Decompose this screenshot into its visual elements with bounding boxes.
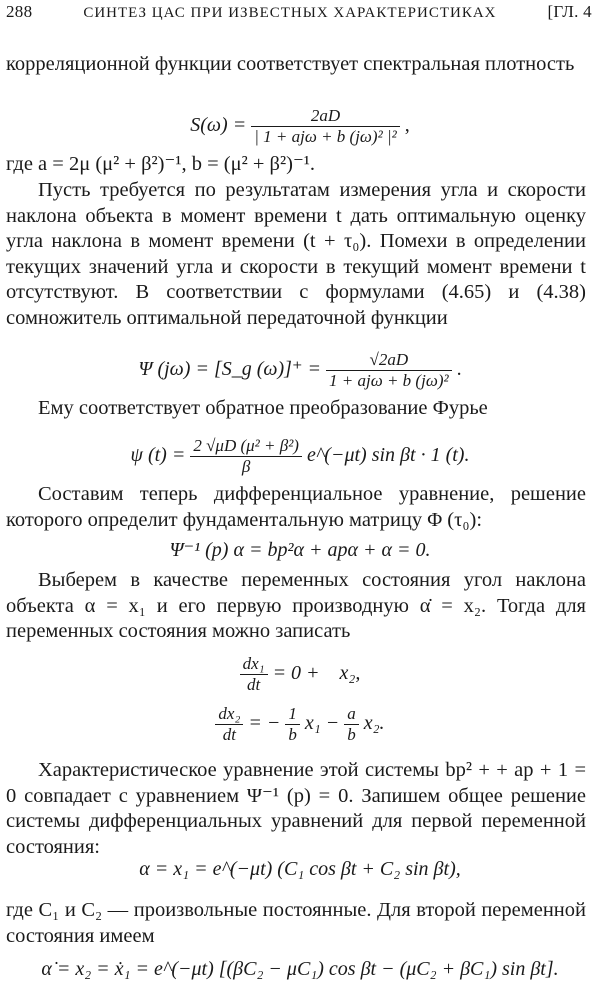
equation-state-2 xyxy=(0,704,600,745)
eq6-x1: x₁ − xyxy=(304,712,340,735)
eq3-denominator: β xyxy=(190,456,302,477)
eq6-x2: x₂. xyxy=(363,712,385,735)
eq6-fraction-b xyxy=(285,704,300,745)
eq2-fraction xyxy=(326,350,452,391)
eq3-lhs: ψ (t) = xyxy=(130,444,186,467)
running-title: СИНТЕЗ ЦАС ПРИ ИЗВЕСТНЫХ ХАРАКТЕРИСТИКАХ xyxy=(83,5,497,21)
eq6-denominator-2: b xyxy=(285,724,300,745)
eq6-denominator-3: b xyxy=(344,724,359,745)
eq2-tail: . xyxy=(456,358,462,381)
eq4-text: Ψ⁻¹ (p) α = bp²α + apα + α = 0. xyxy=(169,539,431,561)
eq5-rhs: = 0 + x₂, xyxy=(272,662,361,685)
page-number: 288 xyxy=(6,2,33,21)
eq6-numerator-3: a xyxy=(347,704,356,723)
paragraph-3: Пусть требуется по результатам измерения угла и скорости наклона объекта в момент времени t дать оптимальную оценку угла наклона в момент времени (t + τ₀). Помехи в определении текущих значений угла и скорости в текущий момент времени t отсутствуют. В соответствии с формулами (4.65) и (4.38) сомножитель оптимальной передаточной функции xyxy=(6,179,586,329)
eq3-fraction xyxy=(190,436,302,477)
chapter-label: [ГЛ. 4 xyxy=(547,2,592,21)
equation-second-state xyxy=(0,956,600,982)
eq1-lhs: S(ω) = xyxy=(190,114,247,137)
equation-state-1 xyxy=(0,654,600,695)
eq6-denominator: dt xyxy=(215,724,243,745)
eq1-denominator: | 1 + ajω + b (jω)² |² xyxy=(251,126,400,147)
eq2-denominator: 1 + ajω + b (jω)² xyxy=(326,370,452,391)
eq2-lhs: Ψ (jω) = [S_g (ω)]⁺ = xyxy=(138,358,322,381)
paragraph-1: корреляционной функции соответствует спектральная плотность xyxy=(6,53,575,75)
paragraph-4: Ему соответствует обратное преобразование Фурье xyxy=(38,397,488,419)
eq5-fraction xyxy=(240,654,268,695)
paragraph-5: Составим теперь дифференциальное уравнение, решение которого определит фундаментальную матрицу Φ (τ₀): xyxy=(6,483,586,531)
eq6-numerator-2: 1 xyxy=(288,704,297,723)
equation-differential xyxy=(0,537,600,563)
eq1-tail: , xyxy=(404,114,410,137)
equation-impulse-response xyxy=(0,436,600,477)
eq5-denominator: dt xyxy=(240,674,268,695)
eq1-fraction xyxy=(251,106,400,147)
paragraph-6: Выберем в качестве переменных состояния угол наклона объекта α = x₁ и его первую производную α̇ = x₂. Тогда для переменных состояния можно записать xyxy=(6,569,586,642)
page-header xyxy=(6,2,592,26)
eq2-numerator: √2aD xyxy=(369,350,409,369)
eq6-mid: = − xyxy=(248,712,281,735)
paragraph-7: Характеристическое уравнение этой системы bp² + + ap + 1 = 0 совпадает с уравнением Ψ⁻¹ (p) = 0. Запишем общее решение системы дифференциальных уравнений для первой переменной состояния: xyxy=(6,759,586,858)
eq3-numerator: 2 √μD (μ² + β²) xyxy=(193,436,299,455)
eq5-numerator: dx₁ xyxy=(242,654,265,673)
eq7-text: α = x₁ = e^(−μt) (C₁ cos βt + C₂ sin βt), xyxy=(139,858,461,880)
equation-transfer-factor xyxy=(0,350,600,391)
eq8-text: α̇ = x₂ = ẋ₁ = e^(−μt) [(βC₂ − μC₁) cos βt − (μC₂ + βC₁) sin βt]. xyxy=(41,958,559,980)
eq6-fraction-c xyxy=(344,704,359,745)
eq1-numerator: 2aD xyxy=(310,106,341,125)
equation-spectral-density xyxy=(0,106,600,147)
equation-general-solution xyxy=(0,856,600,882)
paragraph-8: где C₁ и C₂ — произвольные постоянные. Для второй переменной состояния имеем xyxy=(6,899,586,947)
eq6-fraction-a xyxy=(215,704,243,745)
eq6-numerator: dx₂ xyxy=(218,704,241,723)
eq3-tail: e^(−μt) sin βt · 1 (t). xyxy=(306,444,470,467)
paragraph-2: где a = 2μ (μ² + β²)⁻¹, b = (μ² + β²)⁻¹. xyxy=(6,153,316,175)
